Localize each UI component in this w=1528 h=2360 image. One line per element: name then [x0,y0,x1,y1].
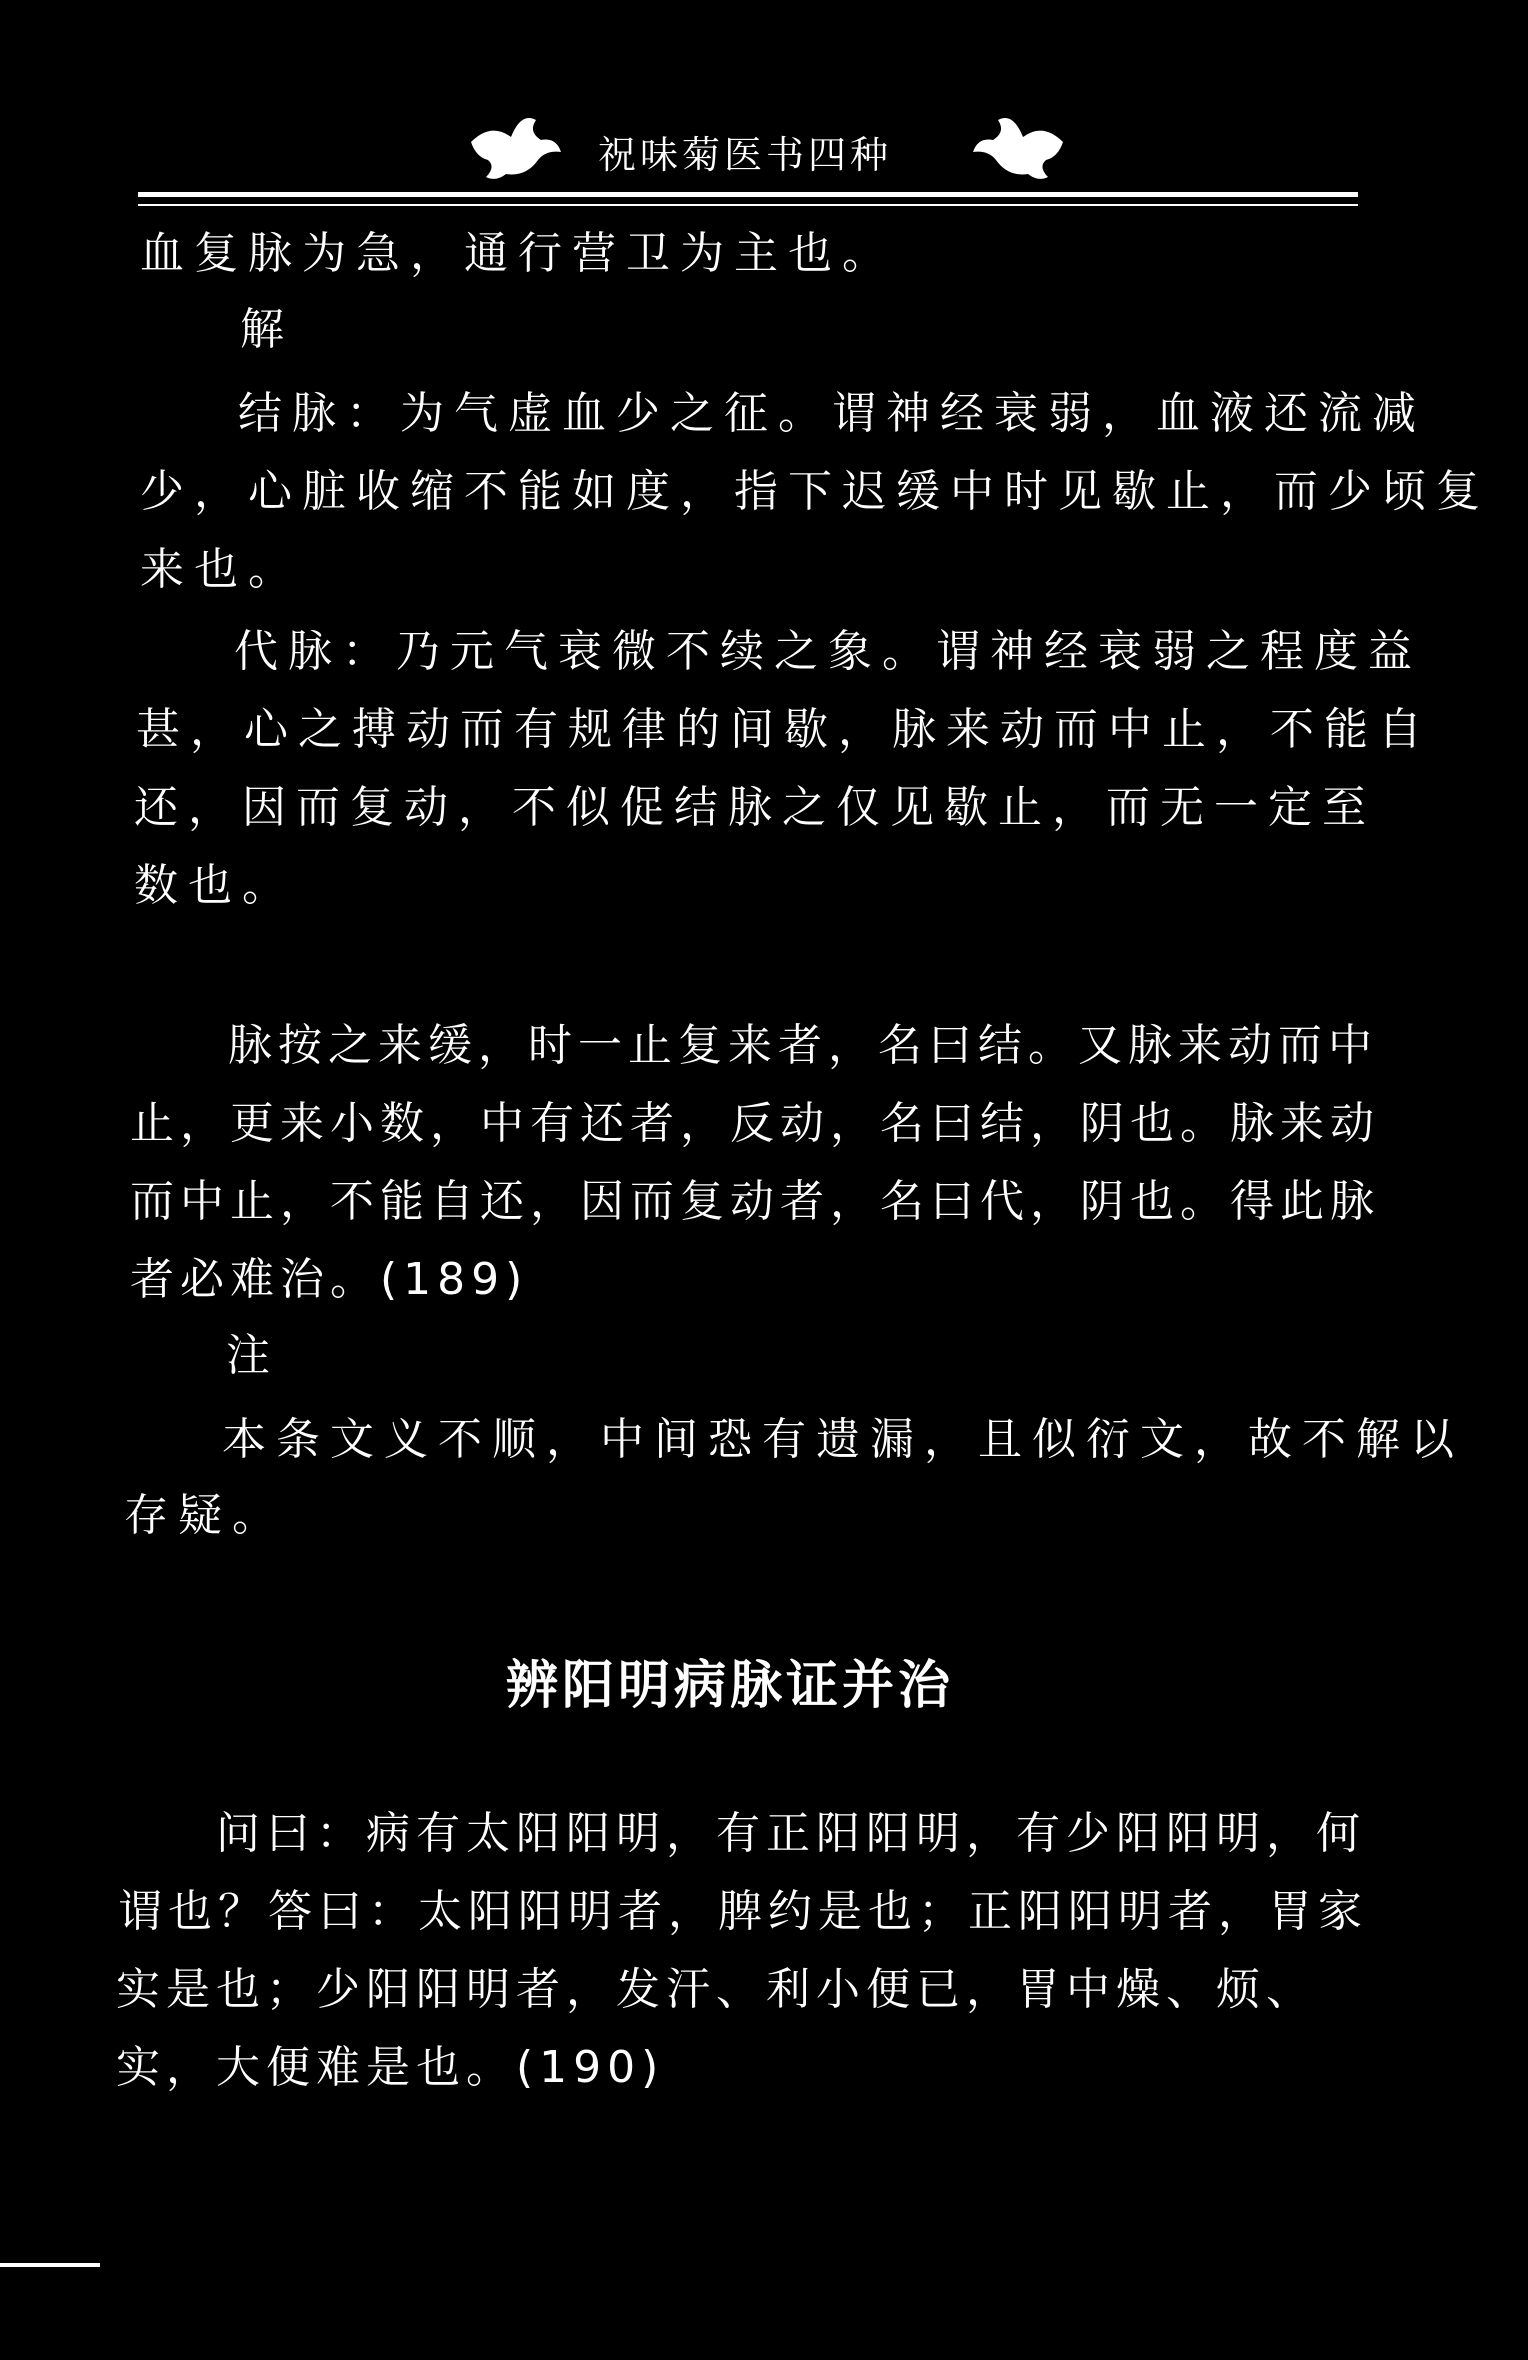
footer-rule [0,2263,100,2267]
text-line: 问曰：病有太阳阳明，有正阳阳明，有少阳阳明，何 [216,1808,1366,1859]
text-line: 止，更来小数，中有还者，反动，名曰结，阴也。脉来动 [130,1098,1380,1149]
header-rule-thin [138,204,1358,206]
text-line: 而中止，不能自还，因而复动者，名曰代，阴也。得此脉 [130,1176,1380,1227]
text-line: 少，心脏收缩不能如度，指下迟缓中时见歇止，而少顷复 [140,466,1490,517]
text-line: 结脉：为气虚血少之征。谓神经衰弱，血液还流减 [238,388,1426,439]
text-line: 脉按之来缓，时一止复来者，名曰结。又脉来动而中 [228,1020,1378,1071]
left-phoenix-icon [466,102,566,192]
text-line: 甚，心之搏动而有规律的间歇，脉来动而中止，不能自 [136,704,1432,755]
jie-label: 解 [240,304,294,355]
text-line: 存疑。 [124,1490,286,1541]
text-line: 代脉：乃元气衰微不续之象。谓神经衰弱之程度益 [234,626,1422,677]
right-phoenix-icon [968,102,1068,192]
text-line: 谓也？答曰：太阳阳明者，脾约是也；正阳阳明者，胃家 [118,1886,1368,1937]
text-line: 数也。 [134,860,296,911]
text-line: 本条文义不顺，中间恐有遗漏，且似衍文，故不解以 [222,1414,1464,1465]
text-line: 者必难治。(189) [130,1254,529,1305]
zhu-label: 注 [226,1330,280,1381]
text-line: 血复脉为急，通行营卫为主也。 [140,228,896,279]
text-line: 实是也；少阳阳明者，发汗、利小便已，胃中燥、烦、 [116,1964,1316,2015]
text-line: 实，大便难是也。(190) [116,2042,665,2093]
text-line: 来也。 [140,544,302,595]
text-line: 还，因而复动，不似促结脉之仅见歇止，而无一定至 [134,782,1376,833]
section-heading: 辨阳明病脉证并治 [505,1656,954,1716]
running-header-title: 祝味菊医书四种 [598,133,893,177]
header-rule-thick [138,192,1358,197]
